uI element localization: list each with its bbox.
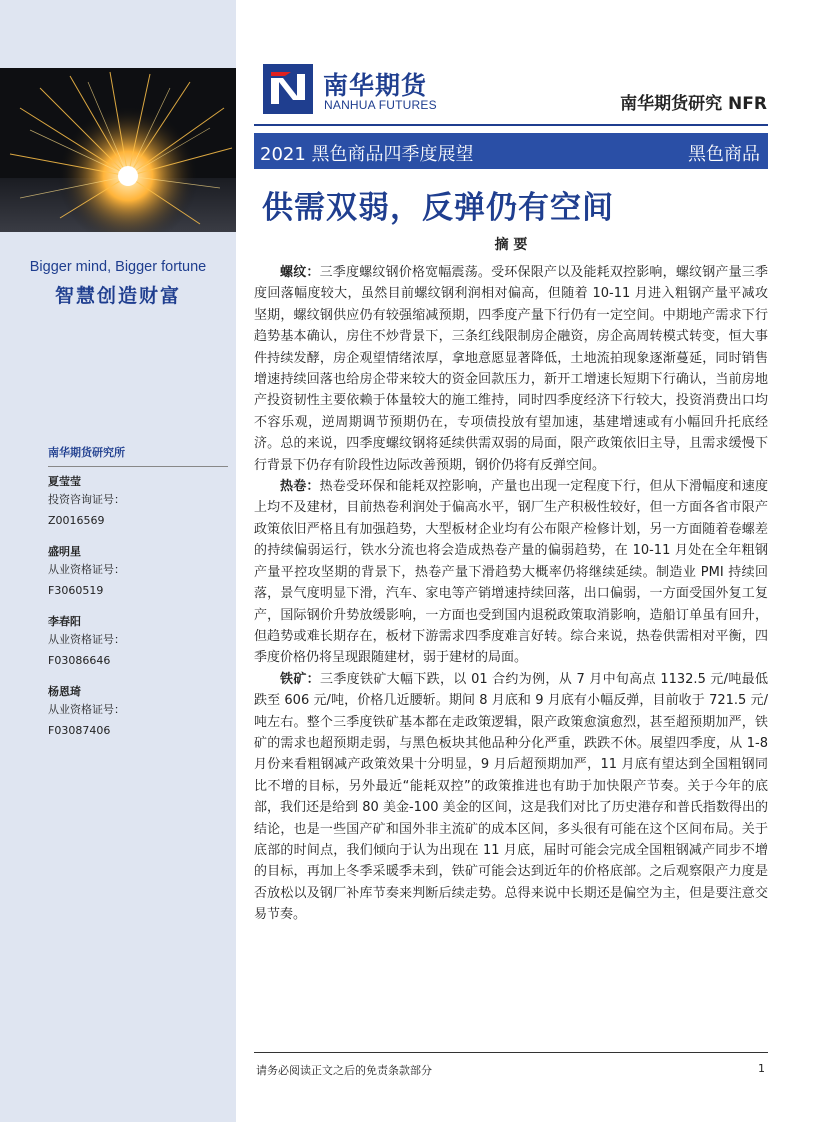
author-name: 李春阳 xyxy=(48,615,81,628)
summary-paragraph-iron-ore xyxy=(254,669,768,926)
nanhua-logo xyxy=(263,64,443,116)
logo-chinese-name: 南华期货 xyxy=(323,71,428,100)
report-series-title: 2021 黑色商品四季度展望 xyxy=(260,144,474,165)
nanhua-logo-icon xyxy=(263,64,313,114)
author-cert-id: Z0016569 xyxy=(48,514,105,527)
author-cert-label: 从业资格证号： xyxy=(48,703,125,716)
cover-photo-welding-sparks xyxy=(0,68,236,232)
paragraph-lead: 螺纹： xyxy=(280,265,320,280)
disclaimer-note: 请务必阅读正文之后的免责条款部分 xyxy=(256,1064,432,1077)
paragraph-text: 三季度螺纹钢价格宽幅震荡。受环保限产以及能耗双控影响，螺纹钢产量三季度回落幅度较大，虽然目前螺纹钢利润相对偏高，但随着 10-11 月进入粗钢产量平减攻坚期，螺纹钢供应仍有较强缩减预期，四季度产量下行仍有一定空间。中期地产需求下行趋势基本确认，房住不炒背景下，三条红线限制房企融资，房企高周转模式转变，恒大事件持续发酵，房企观望情绪浓厚，拿地意愿显著降低，土地流拍现象逐渐蔓延，同时销售增速持续回落也给房企带来较大的资金回款压力，新开工增速长短期下行确认，当前房地产投资韧性主要依赖于体量较大的施工维持，同时四季度经济下行较大，投资消费出口均不容乐观，逆周期调节预期仍在，专项债投放有望加速，基建增速或有小幅回升托底经济。总的来说，四季度螺纹钢将延续供需双弱的局面，限产政策依旧主导，且需求缓慢下行背景下仍存有阶段性边际改善预期，钢价仍将有反弹空间。 xyxy=(254,265,768,473)
author-cert-id: F03087406 xyxy=(48,724,111,737)
department-name: 南华期货研究所 xyxy=(48,446,125,459)
author-list xyxy=(48,444,228,741)
author-name: 杨恩琦 xyxy=(48,685,81,698)
footer-divider xyxy=(254,1052,768,1053)
sidebar xyxy=(0,0,236,1122)
paragraph-lead: 热卷： xyxy=(280,479,320,495)
logo-english-name: NANHUA FUTURES xyxy=(324,98,437,112)
author-cert-id: F3060519 xyxy=(48,584,104,597)
page-number: 1 xyxy=(758,1062,765,1075)
summary-title: 摘 要 xyxy=(494,237,528,253)
paragraph-text: 热卷受环保和能耗双控影响，产量也出现一定程度下行，但从下滑幅度和速度上均不及建材，目前热卷利润处于偏高水平，钢厂生产积极性较好，但一方面各省市限产政策依旧严格且有加强趋势，大型板材企业均有公布限产检修计划，另一方面随着卷螺差的持续偏弱运行，铁水分流也将会造成热卷产量的偏弱趋势，在 10-11 月处在全年粗钢产量平控攻坚期的背景下，热卷产量下滑趋势大概率仍将继续延续。制造业 PMI 持续回落，景气度明显下滑，汽车、家电等产销增速持续回落，出口偏弱，一方面受国外复工复产，国际钢价升势放缓影响，一方面也受到国内退税政策取消影响，造船订单虽有回升，但趋势或难长期存在，板材下游需求四季度难言好转。综合来说，热卷供需相对平衡，四季度价格仍将呈现跟随建材，弱于建材的局面。 xyxy=(254,479,768,666)
report-banner xyxy=(254,133,768,169)
author-cert-label: 从业资格证号： xyxy=(48,563,125,576)
slogan-english: Bigger mind, Bigger fortune xyxy=(29,259,207,275)
header-divider xyxy=(254,124,768,126)
summary-paragraph-rebar xyxy=(254,262,768,476)
report-category: 黑色商品 xyxy=(688,144,760,165)
report-headline: 供需双弱，反弹仍有空间 xyxy=(262,190,614,226)
summary-body xyxy=(254,262,768,926)
author-cert-label: 从业资格证号： xyxy=(48,633,125,646)
author-cert-label: 投资咨询证号： xyxy=(48,493,125,506)
author-cert-id: F03086646 xyxy=(48,654,111,667)
author-name: 盛明星 xyxy=(48,545,81,558)
summary-paragraph-hot-coil xyxy=(254,476,768,669)
sparks-illustration xyxy=(0,68,236,232)
department-divider xyxy=(48,466,228,467)
slogan-chinese: 智慧创造财富 xyxy=(54,285,181,307)
paragraph-text: 三季度铁矿大幅下跌，以 01 合约为例，从 7 月中旬高点 1132.5 元/吨最低跌至 606 元/吨，价格几近腰斩。期间 8 月底和 9 月底有小幅反弹，目前收于 721.5 元/吨左右。整个三季度铁矿基本都在走政策逻辑，限产政策愈演愈烈，甚至超预期加严，铁矿的需求也超预期走弱，与黑色板块其他品种分化严重，跌跌不休。展望四季度，从 1-8 月份来看粗钢减产政策效果十分明显，9 月后超预期加严，11 月底有望达到全国粗钢同比不增的目标，另外最近“能耗双控”的政策推进也有助于加快限产节奏。关于今年的底部，我们还是给到 80 美金-100 美金的区间，这是我们对比了历史港存和普氏指数得出的结论，也是一些国产矿和国外非主流矿的成本区间，多头很有可能在这个区间布局。关于底部的时间点，我们倾向于认为出现在 11 月底，届时可能会完成全国粗钢减产同步不增的目标，再加上冬季采暖季未到，铁矿可能会达到近年的价格底部。之后观察限产力度是否放松以及钢厂补库节奏来判断后续走势。总得来说中长期还是偏空为主，但是要注意交易节奏。 xyxy=(254,671,768,923)
research-brand: 南华期货研究 NFR xyxy=(620,94,767,114)
paragraph-lead: 铁矿： xyxy=(280,671,320,687)
author-name: 夏莹莹 xyxy=(48,475,81,488)
